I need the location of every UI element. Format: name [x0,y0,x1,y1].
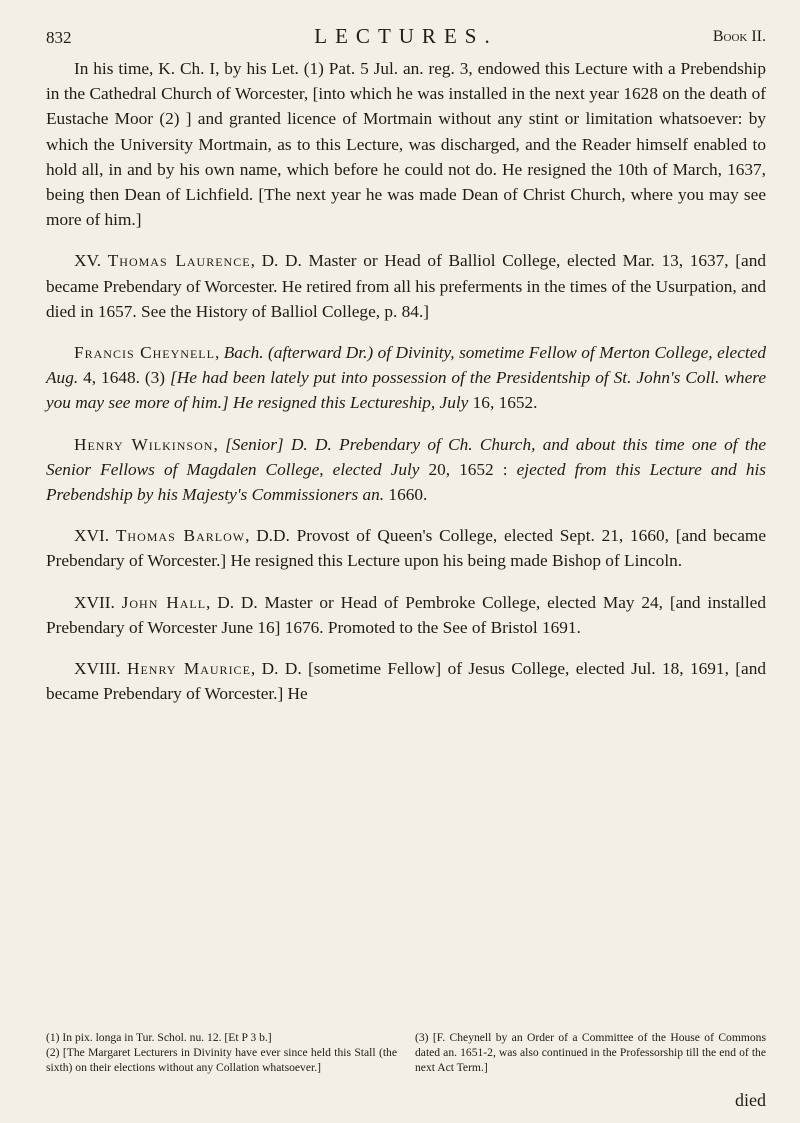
entry-e3 [46,340,766,416]
entry-text: XVIII. [74,659,127,679]
entry-text: 20, 1652 : [419,459,517,479]
entry-text: , [214,343,224,363]
entry-text: , [213,434,226,454]
entry-text: , D.D. Provost of Queen's College, elected Sept. 21, 1660, [and became Prebendary of Worcester.] He resigned this Lecture upon his being made Bishop of Lincoln. [46,526,766,571]
entry-text: 16, 1652. [468,393,538,413]
footnotes-left-column [46,1030,397,1075]
entry-text: ejected from this Lecture and his Prebendship by his Majesty's Commissioners an. [46,459,766,505]
running-title: LECTURES. [314,24,498,48]
page-number: 832 [46,28,72,47]
entry-text: Bach. (afterward Dr.) of Divinity, sometime Fellow of Merton College, elected Aug. [46,343,767,388]
entry-text: 4, 1648. (3) [78,368,171,388]
entry-e7 [46,656,766,706]
book-label: Book II. [712,28,766,45]
person-name: John Hall [121,592,207,612]
entry-text: , D. D. Master or Head of Pembroke College, elected May 24, [and installed Prebendary of Worcester June 16] 1676. Promoted to the See of Bristol 1691. [46,592,766,637]
entry-e6 [46,590,766,640]
entry-e5 [46,523,766,573]
footnote: (1) In pix. longa in Tur. Schol. nu. 12. [Et P 3 b.] [46,1031,272,1044]
entry-text: In his time, K. Ch. I, by his Let. (1) Pat. 5 Jul. an. reg. 3, endowed this Lecture with a Prebendship in the Cathedral Church of Worcester, [into which he was installed in the next year 1628 on the death of Eustache Moor (2) ] and granted licence of Mortmain without any stint or limitation whatsoever: by which the University Mortmain, as to this Lecture, was discharged, and the Reader himself enabled to hold all, in and by his own name, which before he could not do. He resigned the 10th of March, 1637, being then Dean of Lichfield. [The next year he was made Dean of Christ Church, where you may see more of him.] [46,59,766,230]
entry-text: [He had been lately put into possession of the Presidentship of St. John's Coll. where you may see more of him.] He resigned this Lectureship, July [46,368,766,413]
entry-text: XVI. [74,526,116,546]
entry-e1 [46,56,766,232]
entry-text: , D. D. Master or Head of Balliol College, elected Mar. 13, 1637, [and became Prebendary of Worcester. He retired from all his preferments in the times of the Usurpation, and died in 1657. See the History of Balliol College, p. 84.] [46,251,767,321]
catchword: died [735,1090,766,1110]
entry-text: 1660. [384,485,428,505]
entry-text: [Senior] D. D. Prebendary of Ch. Church, and about this time one of the Senior Fellows of Magdalen College, elected July [46,434,767,479]
person-name: Thomas Laurence [107,251,251,271]
body-text [46,56,766,706]
footnotes [46,1030,766,1075]
footnote: (3) [F. Cheynell by an Order of a Committee of the House of Commons dated an. 1651-2, was also continued in the Professorship till the end of the next Act Term.] [415,1031,766,1074]
entry-e2 [46,248,766,324]
page [46,22,766,706]
entry-text: XV. [74,251,108,271]
entry-e4 [46,432,766,508]
person-name: Francis Cheynell [74,343,215,363]
running-header [46,22,766,56]
entry-text: XVII. [74,592,122,612]
footnotes-right-column [415,1030,766,1075]
person-name: Henry Wilkinson [74,434,214,454]
entry-text: , D. D. [sometime Fellow] of Jesus College, elected Jul. 18, 1691, [and became Prebendary of Worcester.] He [46,659,767,704]
footnote: (2) [The Margaret Lecturers in Divinity have ever since held this Stall (the sixth) on their elections without any Collation whatsoever.] [46,1046,397,1074]
person-name: Thomas Barlow [115,526,246,546]
person-name: Henry Maurice [126,659,251,679]
